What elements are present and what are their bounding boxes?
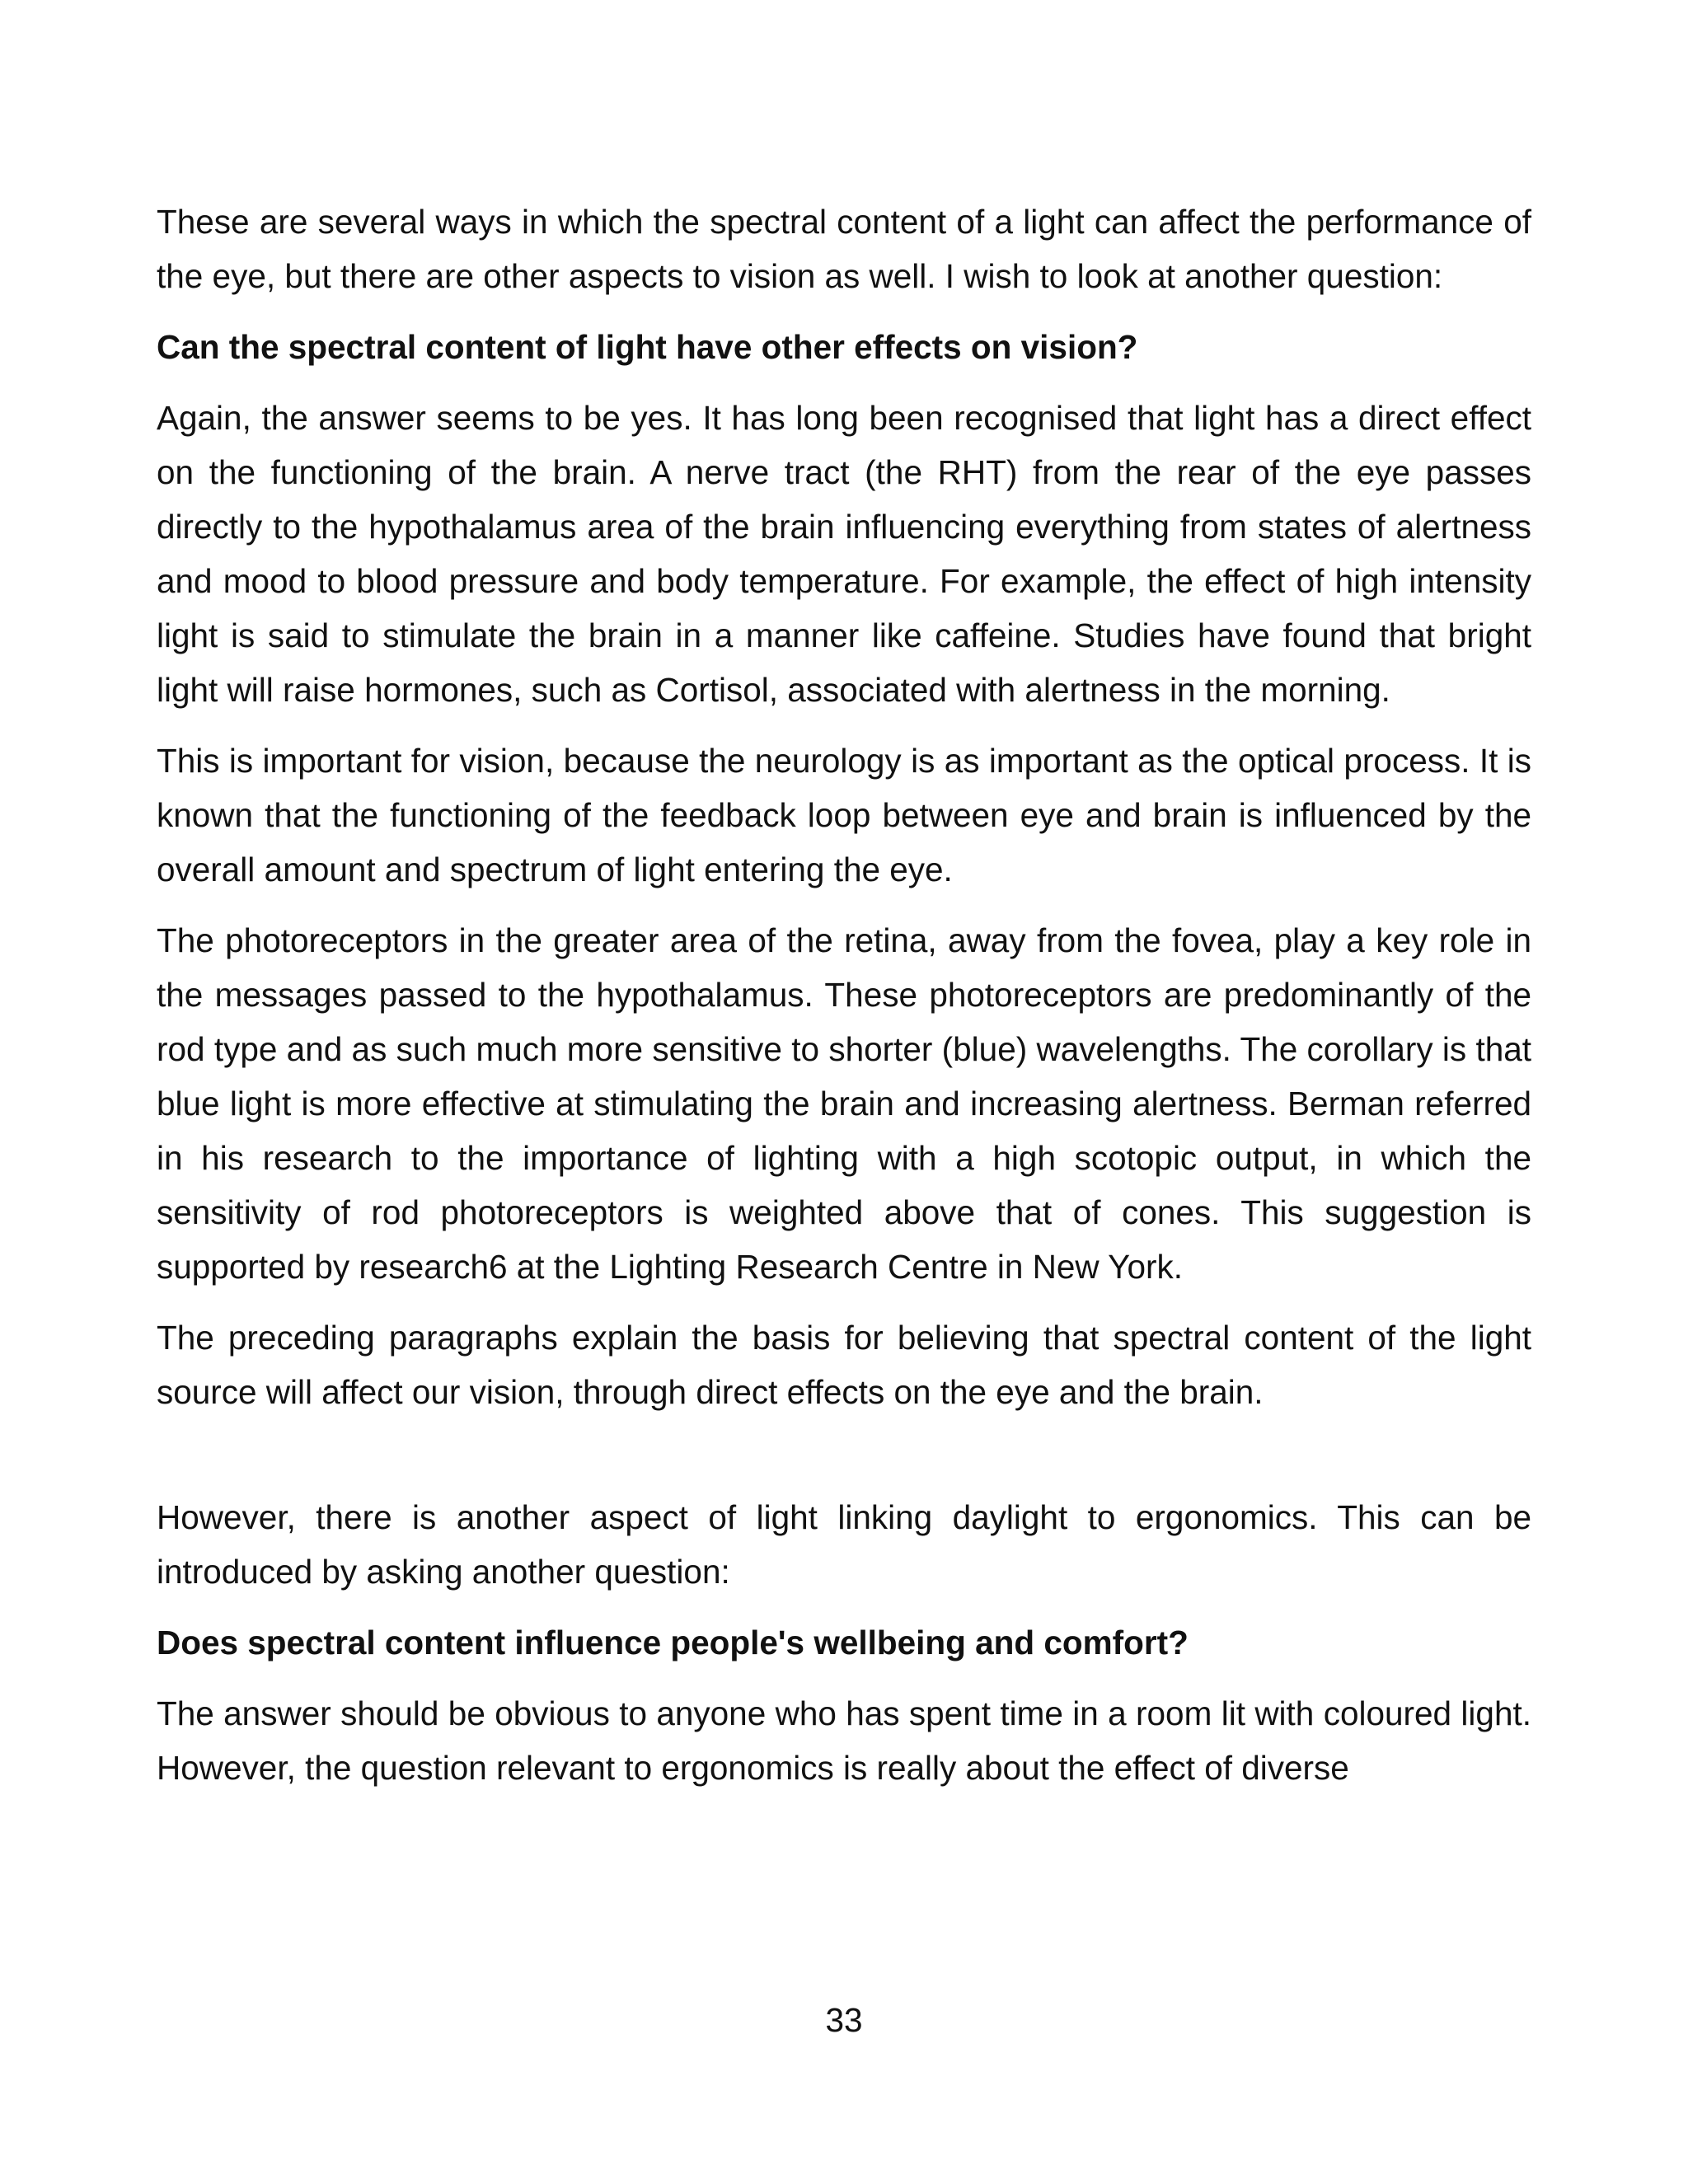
- paragraph-photoreceptors: The photoreceptors in the greater area of the retina, away from the fovea, play a key role in the messages passed to the hypothalamus. These photoreceptors are predominantly of the rod type and as such much more sensitive to shorter (blue) wavelengths. The corollary is that blue light is more effective at stimulating the brain and increasing alertness. Berman referred in his research to the importance of lighting with a high scotopic output, in which the sensitivity of rod photoreceptors is weighted above that of cones. This suggestion is supported by research6 at the Lighting Research Centre in New York.: [157, 921, 1531, 1286]
- paragraph-brain-effects: Again, the answer seems to be yes. It has long been recognised that light has a direct effect on the functioning of the brain. A nerve tract (the RHT) from the rear of the eye passes directly to the hypothalamus area of the brain influencing everything from states of alertness and mood to blood pressure and body temperature. For example, the effect of high intensity light is said to stimulate the brain in a manner like caffeine. Studies have found that bright light will raise hormones, such as Cortisol, associated with alertness in the morning.: [157, 399, 1531, 709]
- paragraph-summary: The preceding paragraphs explain the basis for believing that spectral content of the light source will affect our vision, through direct effects on the eye and the brain.: [157, 1319, 1531, 1411]
- page-body: [157, 194, 1531, 1811]
- paragraph-coloured-light: The answer should be obvious to anyone who has spent time in a room lit with coloured light. However, the question relevant to ergonomics is really about the effect of diverse: [157, 1694, 1531, 1787]
- blank-space: [157, 1436, 1531, 1490]
- paragraph-neurology: This is important for vision, because the neurology is as important as the optical process. It is known that the functioning of the feedback loop between eye and brain is influenced by the overall amount and spectrum of light entering the eye.: [157, 742, 1531, 888]
- paragraph-intro: These are several ways in which the spectral content of a light can affect the performance of the eye, but there are other aspects to vision as well. I wish to look at another question:: [157, 203, 1531, 295]
- heading-other-effects-on-vision: Can the spectral content of light have other effects on vision?: [157, 328, 1138, 366]
- paragraph-ergonomics-intro: However, there is another aspect of light linking daylight to ergonomics. This can be introduced by asking another question:: [157, 1498, 1531, 1591]
- heading-wellbeing-and-comfort: Does spectral content influence people's wellbeing and comfort?: [157, 1624, 1189, 1661]
- page-number: 33: [825, 2001, 863, 2039]
